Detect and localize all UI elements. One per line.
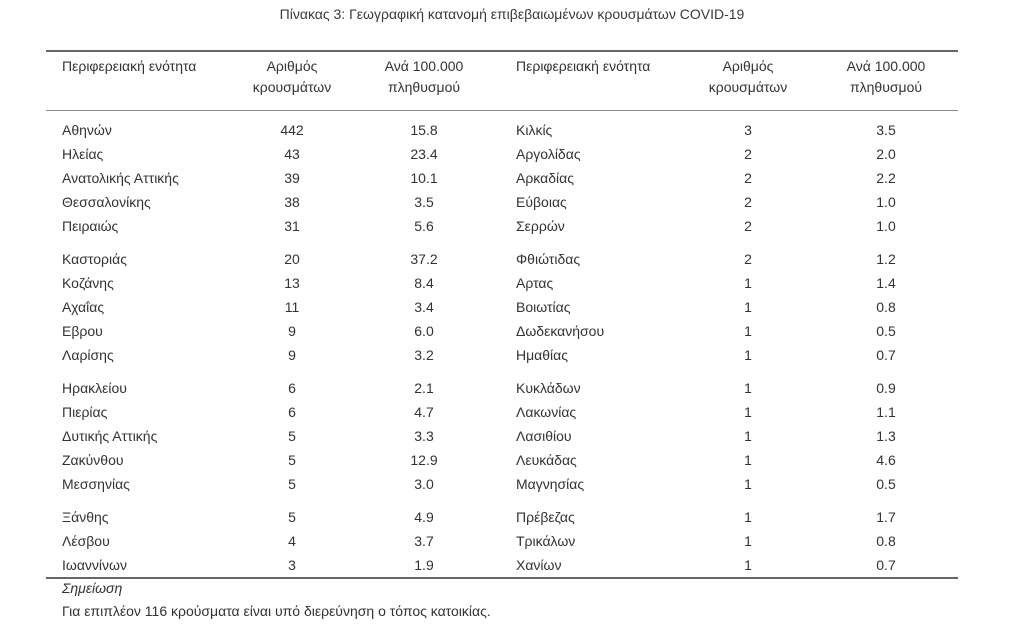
case-count: 9 [288, 323, 296, 339]
rate-per-100k: 0.5 [876, 323, 896, 339]
rate-per-100k: 3.0 [414, 476, 434, 492]
region-name: Πειραιώς [62, 218, 119, 234]
note-text: Για επιπλέον 116 κρούσματα είναι υπό διερεύνηση ο τόπος κατοικίας. [62, 603, 491, 619]
region-name: Δωδεκανήσου [516, 323, 605, 339]
case-count: 5 [288, 428, 296, 444]
table-top-rule [46, 50, 958, 52]
rate-per-100k: 1.3 [876, 428, 896, 444]
case-count: 1 [744, 533, 752, 549]
header-cases-left: Αριθμός κρουσμάτων [252, 58, 332, 95]
case-count: 20 [284, 251, 300, 267]
region-name: Ιωαννίνων [62, 557, 127, 573]
case-count: 3 [744, 122, 752, 138]
case-count: 31 [284, 218, 300, 234]
case-count: 11 [284, 299, 300, 315]
table-row [46, 367, 958, 400]
rate-per-100k: 1.4 [876, 275, 896, 291]
case-count: 2 [744, 170, 752, 186]
case-count: 2 [744, 218, 752, 234]
table-row [46, 295, 958, 319]
region-name: Χανίων [516, 557, 562, 573]
table-body [46, 110, 958, 577]
case-count: 1 [744, 380, 752, 396]
table-row [46, 110, 958, 142]
table-bottom-rule [46, 577, 958, 579]
table-row [46, 142, 958, 166]
case-count: 1 [744, 275, 752, 291]
table-caption: Πίνακας 3: Γεωγραφική κατανομή επιβεβαιωμένων κρουσμάτων COVID-19 [279, 6, 745, 22]
rate-per-100k: 12.9 [410, 452, 438, 468]
covid-cases-table [46, 56, 958, 577]
region-name: Ηλείας [62, 146, 104, 162]
region-name: Αχαΐας [62, 299, 105, 315]
rate-per-100k: 0.7 [876, 557, 896, 573]
region-name: Κιλκίς [516, 122, 553, 138]
table-row [46, 271, 958, 295]
case-count: 1 [744, 404, 752, 420]
rate-per-100k: 3.4 [414, 299, 434, 315]
rate-per-100k: 1.7 [876, 509, 896, 525]
region-name: Λευκάδας [516, 452, 577, 468]
case-count: 6 [288, 380, 296, 396]
table-row [46, 448, 958, 472]
header-cases-right: Αριθμός κρουσμάτων [708, 58, 788, 95]
region-name: Λακωνίας [516, 404, 577, 420]
header-per100k-right: Ανά 100.000 πληθυσμού [846, 58, 926, 95]
rate-per-100k: 0.9 [876, 380, 896, 396]
table-row [46, 166, 958, 190]
region-name: Εβρου [62, 323, 103, 339]
region-name: Λασιθίου [516, 428, 572, 444]
rate-per-100k: 4.9 [414, 509, 434, 525]
table-row [46, 343, 958, 367]
case-count: 1 [744, 452, 752, 468]
region-name: Δυτικής Αττικής [62, 428, 158, 444]
rate-per-100k: 0.7 [876, 347, 896, 363]
region-name: Ημαθίας [516, 347, 569, 363]
rate-per-100k: 2.0 [876, 146, 896, 162]
region-name: Μεσσηνίας [62, 476, 130, 492]
table-row [46, 472, 958, 496]
rate-per-100k: 1.9 [414, 557, 434, 573]
case-count: 1 [744, 476, 752, 492]
region-name: Πρέβεζας [516, 509, 575, 525]
region-name: Κοζάνης [62, 275, 114, 291]
region-name: Εύβοιας [516, 194, 567, 210]
note-title: Σημείωση [62, 580, 123, 596]
region-name: Μαγνησίας [516, 476, 585, 492]
rate-per-100k: 6.0 [414, 323, 434, 339]
region-name: Θεσσαλονίκης [62, 194, 151, 210]
case-count: 2 [744, 194, 752, 210]
region-name: Τρικάλων [516, 533, 576, 549]
case-count: 2 [744, 251, 752, 267]
rate-per-100k: 1.0 [876, 218, 896, 234]
region-name: Λαρίσης [62, 347, 114, 363]
header-per100k-left: Ανά 100.000 πληθυσμού [384, 58, 464, 95]
table-row [46, 496, 958, 529]
region-name: Βοιωτίας [516, 299, 571, 315]
table-row [46, 319, 958, 343]
region-name: Πιερίας [62, 404, 108, 420]
table-row [46, 190, 958, 214]
region-name: Φθιώτιδας [516, 251, 581, 267]
rate-per-100k: 1.1 [876, 404, 896, 420]
rate-per-100k: 0.8 [876, 299, 896, 315]
rate-per-100k: 2.1 [414, 380, 434, 396]
table-row [46, 424, 958, 448]
case-count: 442 [280, 122, 304, 138]
header-region-left: Περιφερειακή ενότητα [62, 58, 197, 74]
case-count: 13 [284, 275, 300, 291]
case-count: 5 [288, 476, 296, 492]
case-count: 1 [744, 323, 752, 339]
rate-per-100k: 3.7 [414, 533, 434, 549]
case-count: 6 [288, 404, 296, 420]
region-name: Αθηνών [62, 122, 112, 138]
table-row [46, 529, 958, 553]
rate-per-100k: 1.0 [876, 194, 896, 210]
case-count: 1 [744, 347, 752, 363]
table-row [46, 214, 958, 238]
case-count: 1 [744, 428, 752, 444]
rate-per-100k: 23.4 [410, 146, 438, 162]
table-row [46, 553, 958, 577]
case-count: 38 [284, 194, 300, 210]
rate-per-100k: 0.5 [876, 476, 896, 492]
case-count: 3 [288, 557, 296, 573]
rate-per-100k: 37.2 [410, 251, 438, 267]
region-name: Ανατολικής Αττικής [62, 170, 179, 186]
rate-per-100k: 2.2 [876, 170, 896, 186]
region-name: Ζακύνθου [62, 452, 124, 468]
rate-per-100k: 8.4 [414, 275, 434, 291]
header-row [46, 56, 958, 110]
rate-per-100k: 5.6 [414, 218, 434, 234]
table-row [46, 238, 958, 271]
rate-per-100k: 15.8 [410, 122, 438, 138]
header-region-right: Περιφερειακή ενότητα [516, 58, 651, 74]
case-count: 43 [284, 146, 300, 162]
case-count: 1 [744, 557, 752, 573]
region-name: Αργολίδας [516, 146, 581, 162]
table-row [46, 400, 958, 424]
region-name: Αρκαδίας [516, 170, 574, 186]
case-count: 5 [288, 452, 296, 468]
region-name: Λέσβου [62, 533, 110, 549]
case-count: 5 [288, 509, 296, 525]
rate-per-100k: 0.8 [876, 533, 896, 549]
case-count: 4 [288, 533, 296, 549]
rate-per-100k: 1.2 [876, 251, 896, 267]
case-count: 1 [744, 509, 752, 525]
rate-per-100k: 3.5 [414, 194, 434, 210]
region-name: Αρτας [516, 275, 554, 291]
rate-per-100k: 4.7 [414, 404, 434, 420]
rate-per-100k: 10.1 [410, 170, 438, 186]
case-count: 39 [284, 170, 300, 186]
case-count: 1 [744, 299, 752, 315]
region-name: Ξάνθης [62, 509, 109, 525]
region-name: Ηρακλείου [62, 380, 127, 396]
rate-per-100k: 4.6 [876, 452, 896, 468]
region-name: Σερρών [516, 218, 565, 234]
rate-per-100k: 3.5 [876, 122, 896, 138]
case-count: 2 [744, 146, 752, 162]
rate-per-100k: 3.2 [414, 347, 434, 363]
region-name: Καστοριάς [62, 251, 127, 267]
region-name: Κυκλάδων [516, 380, 581, 396]
case-count: 9 [288, 347, 296, 363]
rate-per-100k: 3.3 [414, 428, 434, 444]
